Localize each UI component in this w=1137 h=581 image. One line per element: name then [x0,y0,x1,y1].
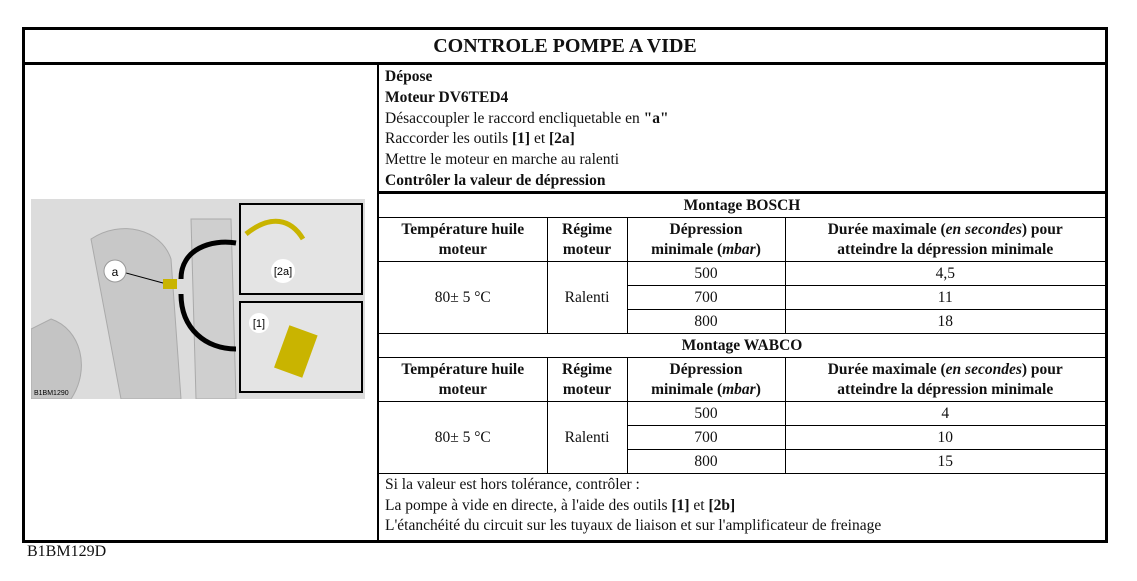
step-connect-tools: Raccorder les outils [1] et [2a] [385,130,575,148]
depression-cell: 500 [627,402,785,426]
engine-model: Moteur DV6TED4 [385,88,509,106]
regime-cell: Ralenti [547,402,627,474]
col-regime: Régime moteur [547,218,627,262]
regime-cell: Ralenti [547,262,627,334]
depression-cell: 700 [627,286,785,310]
engine-illustration [31,199,365,399]
depression-cell: 800 [627,310,785,334]
values-table [379,193,1105,474]
duration-cell: 10 [785,426,1105,450]
footer-line: Si la valeur est hors tolérance, contrôler : [385,476,640,493]
col-depression: Dépression minimale (mbar) [627,358,785,402]
step-start-engine: Mettre le moteur en marche au ralenti [385,151,620,169]
section-title: Montage WABCO [379,334,1105,358]
depression-cell: 700 [627,426,785,450]
table-row [379,262,1105,286]
col-temperature: Température huile moteur [379,358,547,402]
caption: B1BM129D [27,543,107,560]
temperature-cell: 80± 5 °C [379,262,547,334]
table-row [379,402,1105,426]
temperature-cell: 80± 5 °C [379,402,547,474]
instructions-cell [379,65,1105,540]
duration-cell: 18 [785,310,1105,334]
figure-ref: B1BM1290 [34,390,69,397]
header-row [379,358,1105,402]
figure-cell [25,65,379,540]
depression-cell: 800 [627,450,785,474]
duration-cell: 11 [785,286,1105,310]
col-duration: Durée maximale (en secondes) pour atteindre la dépression minimale [785,358,1105,402]
label-a: a [111,265,119,279]
label-2a: [2a] [273,266,293,278]
section-title: Montage BOSCH [379,194,1105,218]
label-1: [1] [252,318,266,330]
footer-line: L'étanchéité du circuit sur les tuyaux de liaison et sur l'amplificateur de freinage [385,517,882,534]
step-disconnect: Désaccoupler le raccord encliquetable en "a" [385,109,669,127]
duration-cell: 4,5 [785,262,1105,286]
footer-line: La pompe à vide en directe, à l'aide des outils [1] et [2b] [385,496,736,514]
col-duration: Durée maximale (en secondes) pour atteindre la dépression minimale [785,218,1105,262]
depression-cell: 500 [627,262,785,286]
header-row [379,218,1105,262]
duration-cell: 4 [785,402,1105,426]
intro-steps [379,65,1105,193]
step-heading: Dépose [385,68,433,85]
page-title: CONTROLE POMPE A VIDE [25,30,1105,65]
col-depression: Dépression minimale (mbar) [627,218,785,262]
footer-notes [379,474,1105,538]
duration-cell: 15 [785,450,1105,474]
col-temperature: Température huile moteur [379,218,547,262]
procedure-table [22,27,1108,543]
col-regime: Régime moteur [547,358,627,402]
step-check: Contrôler la valeur de dépression [385,171,606,189]
